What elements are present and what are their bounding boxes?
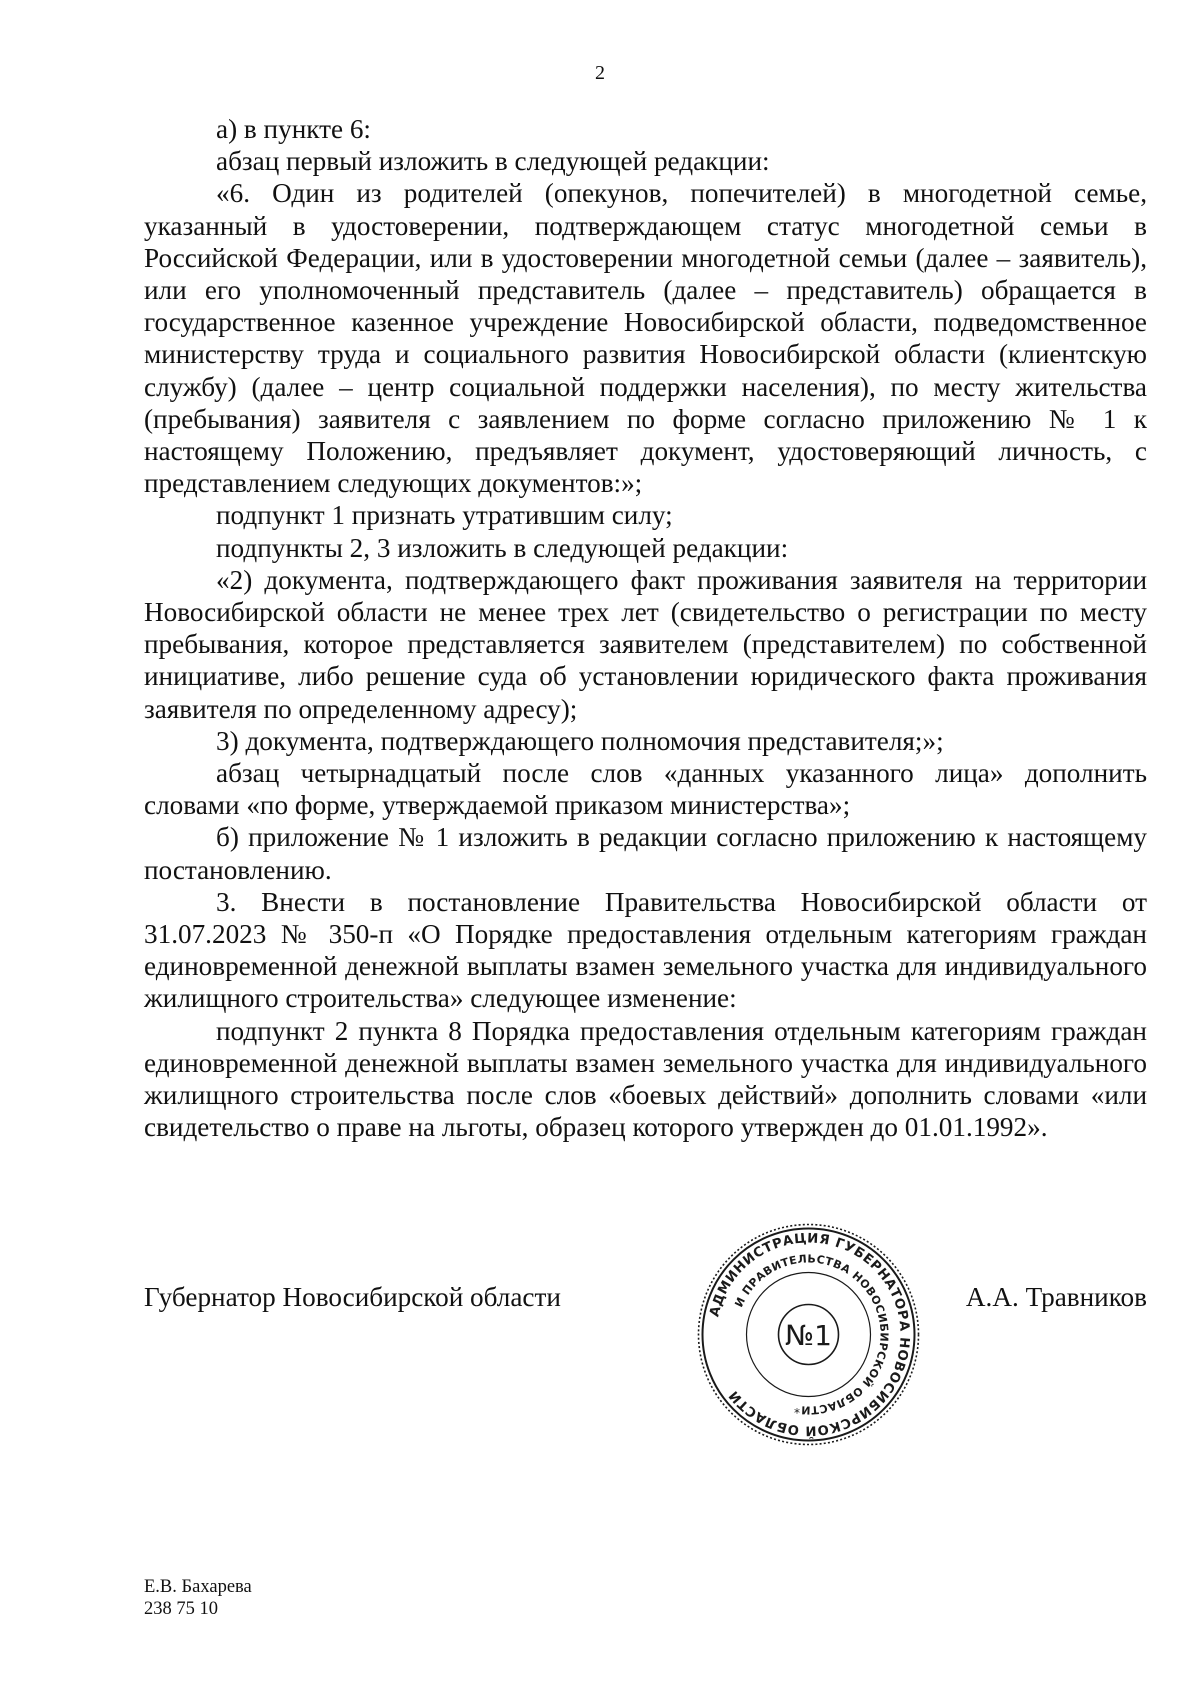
seal-inner-textpath: И ПРАВИТЕЛЬСТВА НОВОСИБИРСКОЙ ОБЛАСТИ (732, 1252, 891, 1417)
paragraph: абзац первый изложить в следующей редакции: (216, 146, 770, 177)
paragraph: подпункты 2, 3 изложить в следующей редакции: (216, 532, 789, 563)
paragraph: 3) документа, подтверждающего полномочия представителя;»; (216, 725, 944, 756)
contact-name: Е.В. Бахарева (144, 1577, 252, 1597)
seal-star-icon: * (794, 1406, 800, 1420)
paragraph: 3. Внести в постановление Правительства Новосибирской области от 31.07.2023 № 350-п «О Порядке предоставления отдельным категориям граждан единовременной денежной выплаты взамен земельного участка для индивидуального жилищного строительства» следующее изменение: (144, 886, 1147, 1014)
paragraph: а) в пункте 6: (216, 114, 371, 144)
seal-outer-textpath: АДМИНИСТРАЦИЯ ГУБЕРНАТОРА НОВОСИБИРСКОЙ ОБЛАСТИ (707, 1231, 912, 1438)
official-seal (696, 1222, 921, 1447)
signatory-position: Губернатор Новосибирской области (144, 1282, 561, 1312)
paragraph: абзац четырнадцатый после слов «данных указанного лица» дополнить словами «по форме, утверждаемой приказом министерства»; (144, 758, 1147, 821)
paragraph: подпункт 2 пункта 8 Порядка предоставления отдельным категориям граждан единовременной денежной выплаты взамен земельного участка для индивидуального жилищного строительства после слов «боевых действий» дополнить словами «или свидетельство о праве на льготы, образец которого утвержден до 01.01.1992». (144, 1015, 1147, 1143)
paragraph: б) приложение № 1 изложить в редакции согласно приложению к настоящему постановлению. (144, 822, 1147, 885)
page-number: 2 (595, 62, 605, 84)
document-body (144, 113, 1147, 1144)
contact-phone: 238 75 10 (144, 1599, 218, 1619)
paragraph: «6. Один из родителей (опекунов, попечителей) в многодетной семье, указанный в удостоверении, подтверждающем статус многодетной семьи в Российской Федерации, или в удостоверении многодетной семьи (далее – заявитель), или его уполномоченный представитель (далее – представитель) обращается в государственное казенное учреждение Новосибирской области, подведомственное министерству труда и социального развития Новосибирской области (клиентскую службу) (далее – центр социальной поддержки населения), по месту жительства (пребывания) заявителя с заявлением по форме согласно приложению № 1 к настоящему Положению, предъявляет документ, удостоверяющий личность, с представлением следующих документов:»; (144, 178, 1147, 499)
paragraph: подпункт 1 признать утратившим силу; (216, 500, 673, 531)
seal-center-number: №1 (785, 1319, 832, 1352)
contact-info (144, 1576, 252, 1620)
paragraph: «2) документа, подтверждающего факт проживания заявителя на территории Новосибирской области не менее трех лет (свидетельство о регистрации по месту пребывания, которое представляется заявителем (представителем) по собственной инициативе, либо решение суда об установлении юридического факта проживания заявителя по определенному адресу); (144, 564, 1147, 724)
signatory-name: А.А. Травников (965, 1282, 1147, 1312)
